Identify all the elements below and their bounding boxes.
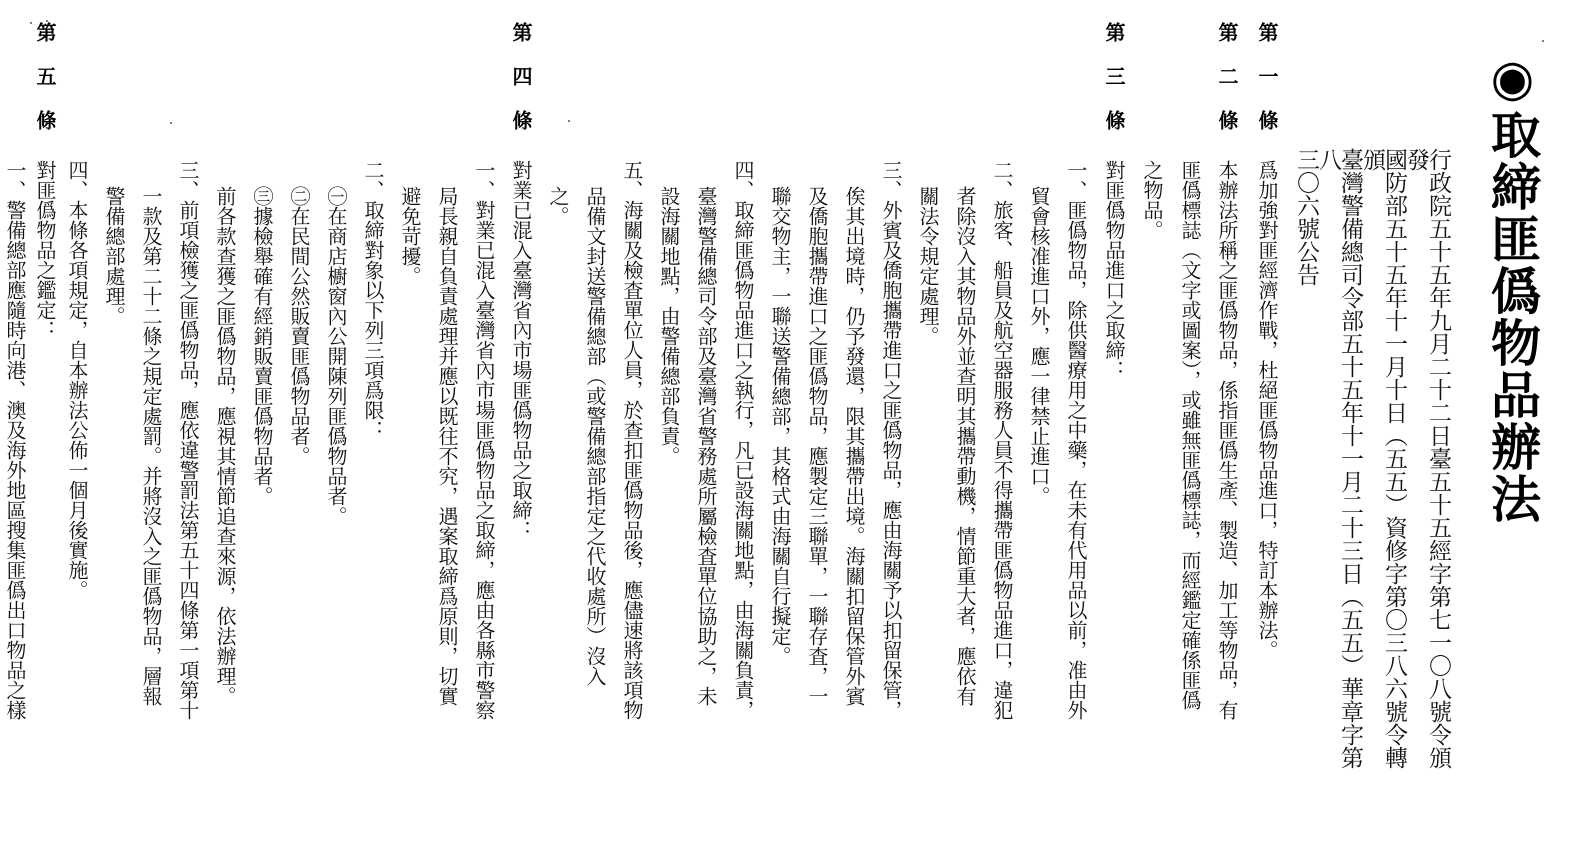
article-3-item: 及僑胞攜帶進口之匪僞物品，應製定三聯單，一聯存査，一	[805, 186, 829, 706]
article-4-item: 前各款查獲之匪僞物品，應視其情節追查來源，依法辦理。	[213, 186, 237, 706]
article-4-item: 四、本條各項規定，自本辦法公佈一個月後實施。	[65, 160, 89, 600]
article-3-text: 對匪僞物品進口之取締：	[1102, 160, 1126, 380]
article-2-text: 本辦法所稱之匪僞物品，係指匪僞生產、製造、加工等物品，有	[1215, 160, 1239, 720]
article-3-item: 品備文封送警備總部（或警備總部指定之代收處所）沒入	[583, 186, 607, 686]
notice-line: 三〇六號公告	[1293, 148, 1319, 286]
article-3-item: 三、外賓及僑胞攜帶進口之匪僞物品，應由海關予以扣留保管，	[879, 160, 903, 720]
article-4-label: 第四條	[509, 22, 533, 154]
notice-line: 國防部五十五年十一月十日（五五）資修字第〇三八六號令轉頒	[1359, 148, 1407, 769]
article-4-subitem: ㊁在民間公然販賣匪僞物品者。	[287, 186, 311, 466]
article-4-item: 一、對業已混入臺灣省內市場匪僞物品之取締，應由各縣市警察	[472, 160, 496, 720]
promulgation-notice	[1295, 148, 1449, 788]
notice-line: 臺灣警備總司令部五十五年十一月二十三日（五五）華章字第八	[1315, 148, 1363, 769]
article-5-text: 對匪僞物品之鑑定：	[33, 160, 57, 340]
article-2-text: 匪僞標誌（文字或圖案），或雖無匪僞標誌，而經鑑定確係匪僞	[1178, 160, 1202, 710]
scan-speck	[170, 122, 172, 124]
scan-speck	[46, 20, 48, 22]
article-5-item: 一、警備總部應隨時向港、澳及海外地區搜集匪僞出口物品之樣	[3, 160, 27, 720]
article-2-label: 第二條	[1215, 22, 1239, 154]
article-3-item: 五、海關及檢査單位人員，於查扣匪僞物品後，應儘速將該項物	[620, 160, 644, 720]
article-3-item: 之。	[546, 186, 570, 226]
article-4-item: 警備總部處理。	[102, 186, 126, 326]
scan-speck	[30, 22, 32, 24]
article-4-item: 一款及第二十二條之規定處罰。并將沒入之匪僞物品，層報	[139, 186, 163, 706]
article-1-label: 第一條	[1255, 22, 1279, 154]
article-3-item: 聯交物主，一聯送警備總部，其格式由海關自行擬定。	[768, 186, 792, 666]
article-4-item: 二、取締對象以下列三項爲限：	[361, 160, 385, 440]
article-3-item: 二、旅客、船員及航空器服務人員不得攜帶匪僞物品進口，違犯	[990, 160, 1014, 720]
article-4-item: 三、前項檢獲之匪僞物品，應依違警罰法第五十四條第一項第十	[176, 160, 200, 720]
article-3-label: 第三條	[1102, 22, 1126, 154]
article-3-item: 俟其出境時，仍予發還，限其攜帶出境。海關扣留保管外賓	[842, 186, 866, 706]
article-3-item: 一、匪僞物品，除供醫療用之中藥，在未有代用品以前，准由外	[1064, 160, 1088, 720]
article-3-item: 臺灣警備總司令部及臺灣省警務處所屬檢査單位協助之，未	[694, 186, 718, 706]
scan-speck	[568, 120, 570, 122]
article-3-item: 貿會核准進口外，應一律禁止進口。	[1027, 186, 1051, 506]
article-4-subitem: ㊂據檢舉確有經銷販賣匪僞物品者。	[250, 186, 274, 506]
article-4-item: 避免苛擾。	[398, 186, 422, 286]
document-title: ◉取締匪僞物品辦法	[1483, 48, 1542, 525]
article-5-label: 第五條	[33, 22, 57, 154]
article-3-item: 者除沒入其物品外並查明其攜帶動機，情節重大者，應依有	[953, 186, 977, 706]
article-3-item: 設海關地點，由警備總部負責。	[657, 186, 681, 466]
article-4-item: 局長親自負責處理并應以既往不究，遇案取締爲原則，切實	[435, 186, 459, 706]
article-3-item: 四、取締匪僞物品進口之執行，凡已設海關地點，由海關負責，	[731, 160, 755, 720]
article-2-text: 之物品。	[1140, 160, 1164, 240]
notice-line: 行政院五十五年九月二十二日臺五十五經字第七一〇八號令頒發	[1403, 148, 1451, 769]
scan-speck	[1542, 40, 1544, 42]
article-4-subitem: ㊀在商店櫥窗內公開陳列匪僞物品者。	[324, 186, 348, 526]
article-4-text: 對業已混入臺灣省內市場匪僞物品之取締：	[509, 160, 533, 540]
article-3-item: 關法令規定處理。	[916, 186, 940, 346]
article-1-text: 爲加強對匪經濟作戰，杜絕匪僞物品進口，特訂本辦法。	[1255, 160, 1279, 660]
